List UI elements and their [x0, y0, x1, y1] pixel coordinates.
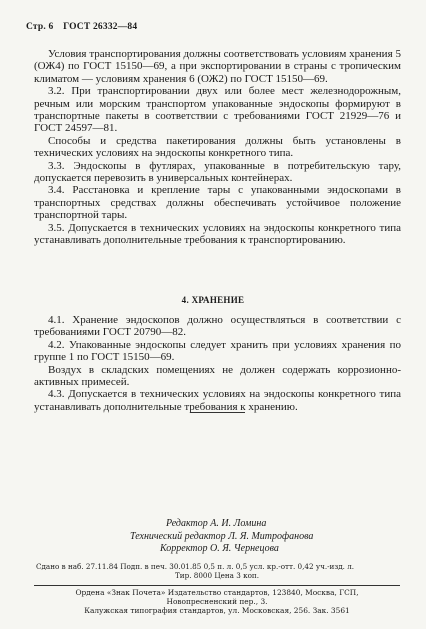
- paragraph: Условия транспортирования должны соответствовать условиям хранения 5 (ОЖ4) по ГОСТ 15150—69, а при экспортировании в страны с тропическим климатом — условиям хранения 6 (ОЖ2) по ГОСТ 15150—69.: [34, 48, 401, 85]
- section-3-body: [34, 48, 401, 247]
- paragraph: 4.2. Упакованные эндоскопы следует хранить при условиях хранения по группе 1 по ГОСТ 15150—69.: [34, 338, 401, 364]
- paragraph: Воздух в складских помещениях не должен содержать коррозионно-активных примесей.: [34, 363, 401, 389]
- paragraph: 4.1. Хранение эндоскопов должно осуществляться в соответствии с требованиями ГОСТ 20790—82.: [34, 314, 401, 339]
- page-number: Стр. 6: [26, 22, 54, 32]
- paragraph: 3.2. При транспортировании двух или более мест железнодорожным, речным или морским транспортом упакованные эндоскопы формируют в транспортные пакеты в соответствии с требованиями ГОСТ 21929—76 и ГОСТ 24597—81.: [34, 85, 401, 135]
- paragraph: 3.3. Эндоскопы в футлярах, упакованные в потребительскую тару, допускается перевозить в универсальных контейнерах.: [34, 159, 401, 185]
- imprint-line-1: Сдано в наб. 27.11.84 Подп. в печ. 30.01.85 0,5 п. л. 0,5 усл. кр.-отт. 0,42 уч.-изд. л.: [36, 562, 355, 571]
- tech-editor-line: Технический редактор Л. Я. Митрофанова: [130, 530, 314, 542]
- footer-divider: [34, 585, 400, 586]
- imprint: [32, 562, 402, 580]
- editor-line: Редактор А. И. Ломина: [166, 518, 267, 529]
- credits: [130, 518, 314, 556]
- standard-code: ГОСТ 26332—84: [63, 22, 138, 32]
- publisher-line-3: Калужская типография стандартов, ул. Московская, 256. Зак. 3561: [84, 606, 350, 616]
- publisher-line-2: Новопресненский пер., 3.: [166, 597, 268, 607]
- section-4-body: [34, 314, 401, 413]
- page-header: [26, 22, 144, 32]
- paragraph: 3.5. Допускается в технических условиях на эндоскопы конкретного типа устанавливать дополнительные требования к транспортированию.: [34, 221, 401, 247]
- imprint-line-2: Тир. 8000 Цена 3 коп.: [175, 571, 259, 580]
- publisher-line-1: Ордена «Знак Почета» Издательство стандартов, 123840, Москва, ГСП,: [75, 588, 359, 597]
- section-title: 4. ХРАНЕНИЕ: [181, 295, 245, 305]
- paragraph: 4.3. Допускается в технических условиях на эндоскопы конкретного типа устанавливать дополнительные требования к хранению.: [34, 388, 401, 413]
- paragraph: Способы и средства пакетирования должны быть установлены в технических условиях на эндоскопы конкретного типа.: [34, 134, 401, 160]
- corrector-line: Корректор О. Я. Чернецова: [160, 543, 279, 554]
- publisher-info: [32, 588, 402, 616]
- divider: [190, 412, 245, 413]
- paragraph: 3.4. Расстановка и крепление тары с упакованными эндоскопами в транспортных средствах должны обеспечивать устойчивое положение транспортной тары.: [34, 184, 401, 222]
